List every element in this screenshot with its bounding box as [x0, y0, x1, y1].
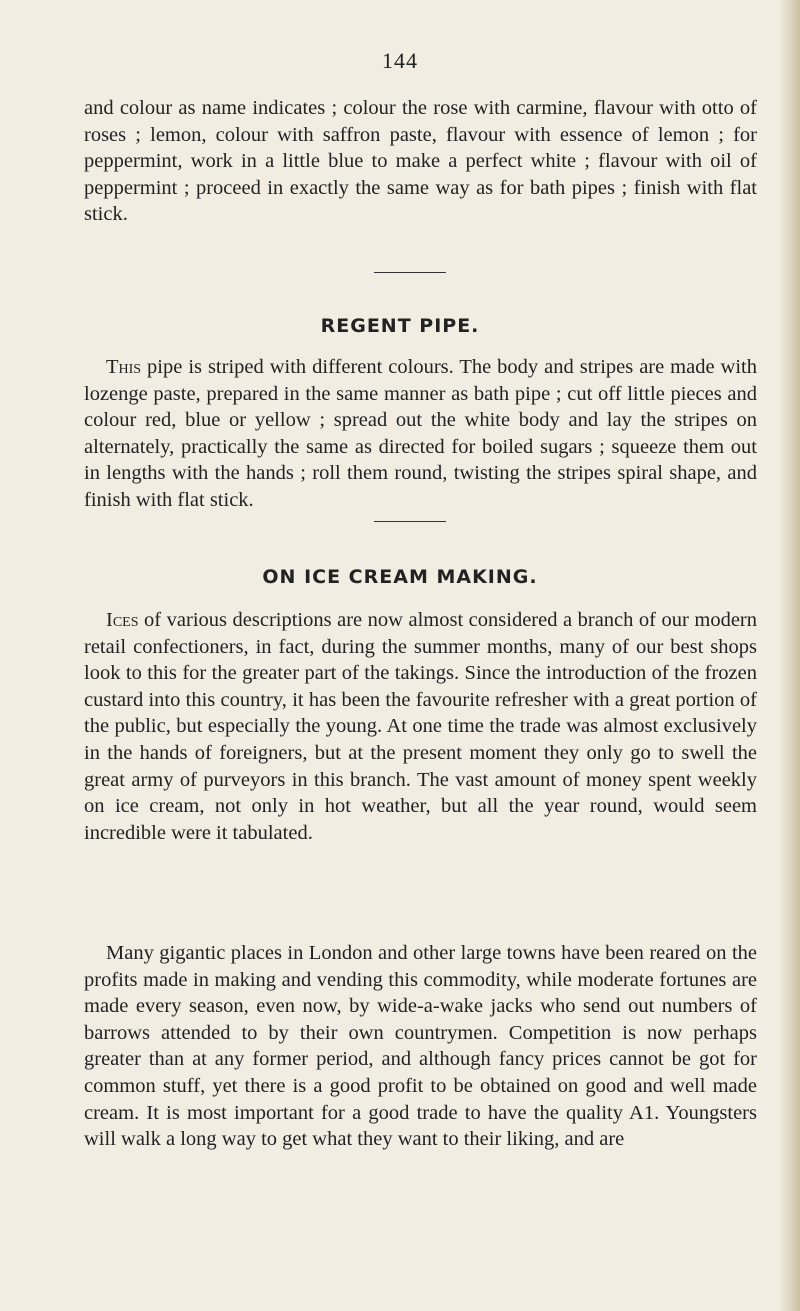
paragraph-body: of various descriptions are now almost considered a branch of our modern retail confectioners, in fact, during the summer months, many of our best shops look to this for the greater part of the takings. Since the introduction of the frozen custard into this country, it has been the favourite refresher with a great portion of the public, but especially the young. At one time the trade was almost exclusively in the hands of foreigners, but at the present moment they only go to swell the great army of purveyors in this branch. The vast amount of money spent weekly on ice cream, not only in hot weather, but all the year round, would seem incredible were it tabulated.: [84, 609, 757, 844]
lead-word: This: [106, 356, 142, 378]
ice-cream-paragraph-1: [84, 607, 757, 846]
section-divider: [374, 521, 446, 522]
page-number: 144: [382, 48, 418, 73]
heading-regent-pipe: REGENT PIPE.: [320, 315, 480, 337]
page-edge-shadow: [778, 0, 800, 1311]
ice-cream-paragraph-2: Many gigantic places in London and other large towns have been reared on the profits made in making and vending this commodity, while moderate fortunes are made every season, even now, by wide-a-wake jacks who send out numbers of barrows attended to by their own countrymen. Competition is now perhaps greater than at any former period, and although fancy prices cannot be got for common stuff, yet there is a good profit to be obtained on good and well made cream. It is most important for a good trade to have the quality A1. Youngsters will walk a long way to get what they want to their liking, and are: [84, 942, 757, 1151]
paragraph-body: pipe is striped with different colours. The body and stripes are made with lozenge paste, prepared in the same manner as bath pipe ; cut off little pieces and colour red, blue or yellow ; spread out the white body and lay the stripes on alternately, practically the same as directed for boiled sugars ; squeeze them out in lengths with the hands ; roll them round, twisting the stripes spiral shape, and finish with flat stick.: [84, 356, 757, 511]
continued-paragraph: and colour as name indicates ; colour the rose with carmine, flavour with otto of roses ; lemon, colour with saffron paste, flavour with essence of lemon ; for peppermint, work in a little blue to make a perfect white ; flavour with oil of peppermint ; proceed in exactly the same way as for bath pipes ; finish with flat stick.: [84, 97, 757, 226]
section-divider: [374, 272, 446, 273]
regent-pipe-paragraph: [84, 354, 757, 514]
heading-ice-cream: ON ICE CREAM MAKING.: [262, 566, 538, 588]
lead-word: Ices: [106, 609, 139, 631]
